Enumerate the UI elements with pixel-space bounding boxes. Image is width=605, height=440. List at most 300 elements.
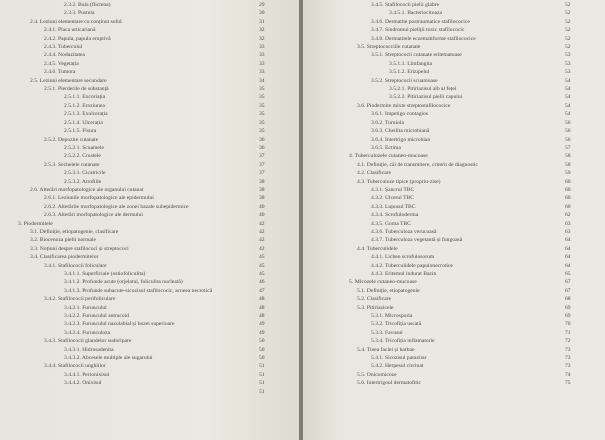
toc-entry-title: Stafilococii foliculare: [58, 262, 107, 269]
toc-entry-page-number: 49: [259, 321, 265, 328]
toc-entry: [0, 371, 300, 379]
toc-entry-number: 5.6.: [357, 380, 366, 387]
toc-entry-label: [371, 35, 476, 43]
toc-entry-number: 2.5.1.4.: [64, 119, 81, 126]
toc-entry: [0, 60, 300, 68]
toc-entry-number: 3.4.1.: [44, 262, 57, 269]
toc-entry-title: Tuberculul: [57, 44, 83, 51]
toc-entry-number: 4.: [349, 153, 354, 160]
toc-entry-page-number: 50: [259, 355, 265, 362]
toc-entry-title: Tuberculozele cutaneo-mucoase: [354, 153, 428, 160]
toc-entry: [0, 127, 300, 135]
toc-entry-title: Noțiuni despre stafilococi și streptococi: [39, 245, 129, 252]
toc-entry: [0, 169, 300, 177]
toc-entry-page-number: 64: [565, 237, 571, 244]
toc-entry-title: Piodermite mixte streptostafilococice: [366, 102, 451, 109]
toc-entry-title: Herpesul circinat: [385, 363, 424, 370]
toc-entry-label: [371, 51, 462, 59]
toc-entry-number: 2.4.5.: [44, 60, 57, 67]
toc-entry-number: 2.5.1.2.: [64, 102, 81, 109]
toc-entry: [0, 211, 300, 219]
toc-entry-title: Cicatricile: [82, 170, 106, 177]
toc-entry-page-number: 35: [259, 119, 265, 126]
toc-entry-title: Piodermitele: [23, 220, 53, 227]
toc-entry-title: Vegetația: [57, 60, 79, 67]
toc-entry-label: [371, 262, 453, 270]
toc-entry-label: [389, 85, 456, 93]
toc-entry-title: Furunculul antracoid: [82, 313, 129, 320]
toc-entry-number: 3.6.4.: [371, 136, 384, 143]
toc-entry-number: 3.4.1.1.: [64, 271, 81, 277]
toc-entry: [303, 186, 605, 194]
toc-entry-page-number: 64: [565, 262, 571, 269]
toc-entry-number: 3.4.2.3.: [64, 321, 81, 328]
toc-entry-number: 3.1.: [30, 228, 39, 235]
toc-entry: [303, 329, 605, 337]
toc-entry-label: [44, 35, 111, 43]
toc-entry-title: Tuberculoze tipice (propriu-zise): [366, 178, 441, 185]
toc-entry-title: Streptococii cutanate eritematoase: [385, 52, 462, 59]
toc-entry: [303, 178, 605, 186]
toc-entry-page-number: 35: [259, 102, 265, 109]
toc-entry-page-number: 32: [259, 35, 265, 42]
toc-entry: [0, 262, 300, 270]
toc-entry-title: Eritemul indurat Bazin: [385, 271, 437, 277]
toc-entry-number: 5.3.1.: [371, 313, 384, 320]
toc-entry-page-number: 38: [259, 186, 265, 193]
toc-entry-label: [371, 320, 421, 328]
toc-entry-label: [371, 337, 435, 345]
toc-entry-title: Leziuni elementare secundare: [39, 77, 107, 84]
toc-entry: [0, 278, 300, 286]
toc-entry-page-number: 35: [259, 128, 265, 135]
toc-entry-title: Abcesele multiple ale sugarului: [81, 355, 153, 362]
toc-entry-title: Tuberculoza vegetantă și fungoasă: [384, 237, 463, 244]
toc-entry: [303, 161, 605, 169]
toc-entry: [303, 245, 605, 253]
toc-entry-title: Furunculoza: [82, 329, 111, 336]
toc-entry: [0, 102, 300, 110]
toc-entry-title: Definiție, etiopatogenie: [366, 287, 420, 294]
toc-entry-number: 2.3.2.: [64, 2, 77, 8]
toc-entry-page-number: 31: [259, 18, 265, 25]
toc-entry-label: [357, 287, 420, 295]
toc-entry-label: [389, 60, 432, 68]
toc-entry-label: [64, 304, 107, 312]
toc-entry-page-number: 51: [259, 380, 265, 387]
toc-entry-label: [44, 262, 107, 270]
toc-entry-page-number: 36: [259, 136, 265, 143]
toc-entry-number: 2.5.3.: [44, 161, 57, 168]
toc-entry-number: 4.3.1.: [371, 186, 384, 193]
toc-entry: [0, 312, 300, 320]
toc-entry-page-number: 30: [259, 10, 265, 17]
toc-entry: [0, 77, 300, 85]
toc-entry-label: [64, 9, 94, 17]
toc-entry: [303, 152, 605, 160]
toc-entry-label: [30, 253, 98, 261]
toc-entry: [303, 1, 605, 9]
toc-entry-number: 3.4.7.: [371, 27, 384, 34]
toc-entry-label: [371, 220, 411, 228]
toc-entry-number: 3.6.: [357, 102, 366, 109]
toc-entry-title: Sicozisul parazitar: [385, 355, 427, 362]
toc-entry-page-number: 33: [259, 44, 265, 51]
toc-entry-number: 5.4.: [357, 346, 366, 353]
toc-entry-label: [371, 110, 428, 118]
toc-entry-label: [357, 371, 397, 379]
toc-entry-number: 3.6.2.: [371, 119, 384, 126]
toc-entry-title: Exulcerația: [82, 111, 108, 118]
toc-entry-label: [44, 26, 95, 34]
toc-entry-page-number: 40: [259, 203, 265, 210]
toc-entry-number: 3.5.: [357, 44, 366, 51]
toc-entry-number: 5.3.4.: [371, 338, 384, 345]
toc-entry-page-number: 45: [259, 271, 265, 277]
toc-entry-title: Pitiriazisul pielii capului: [407, 94, 463, 101]
toc-entry: [0, 26, 300, 34]
toc-entry: [0, 144, 300, 152]
toc-entry-title: Scuamele: [82, 144, 104, 151]
toc-entry-title: Perionixisul: [82, 371, 110, 378]
toc-entry-title: Sindromul pieliții toxic stafilococic: [385, 27, 465, 34]
toc-entry-label: [357, 43, 420, 51]
toc-entry-label: [30, 228, 118, 236]
toc-entry: [303, 320, 605, 328]
toc-entry-title: Onicomicoze: [366, 371, 397, 378]
toc-entry-page-number: 51: [259, 371, 265, 378]
toc-entry-label: [357, 379, 421, 387]
toc-entry-title: Ulcerul TBC: [385, 195, 414, 202]
toc-entry: [303, 295, 605, 303]
toc-entry-page-number: 50: [259, 338, 265, 345]
toc-entry-page-number: 71: [565, 329, 571, 336]
toc-entry-page-number: 56: [565, 136, 571, 143]
toc-entry-label: [389, 93, 462, 101]
toc-entry: [303, 371, 605, 379]
toc-entry-title: Furunculul nazolabial și buzei superioare: [82, 321, 175, 328]
toc-entry-title: Atrofiile: [81, 178, 102, 185]
toc-entry-label: [349, 152, 428, 160]
toc-entry-title: Pitiriazisul alb al feței: [407, 86, 457, 93]
toc-entry-label: [357, 178, 440, 186]
toc-entry-page-number: 52: [565, 44, 571, 51]
toc-entry: [303, 287, 605, 295]
toc-entry: [0, 68, 300, 76]
toc-entry-title: Clasificarea piodermitelor: [39, 254, 99, 261]
toc-entry-label: [64, 1, 110, 9]
toc-entry-label: [44, 362, 106, 370]
toc-entry-number: 2.6.2.: [44, 203, 57, 210]
toc-entry-number: 2.6.3.: [44, 212, 57, 219]
toc-entry-title: Impetigo contagios: [385, 111, 429, 118]
toc-entry: [0, 295, 300, 303]
toc-entry-title: Tuberculoza verucoasă: [384, 228, 437, 235]
toc-entry-label: [357, 346, 415, 354]
toc-entry-page-number: 34: [259, 77, 265, 84]
toc-entry: [303, 85, 605, 93]
toc-entry-number: 2.5.1.5.: [64, 128, 81, 135]
toc-entry-number: 3.4.2.4.: [64, 329, 81, 336]
toc-entry-number: 2.5.3.2.: [64, 178, 81, 185]
toc-entry-page-number: 52: [565, 10, 571, 17]
toc-entry-title: Limfangita: [407, 60, 433, 67]
toc-entry-number: 3.4.3.2.: [64, 355, 81, 362]
toc-entry: [0, 329, 300, 337]
toc-entry-label: [371, 144, 401, 152]
toc-entry-title: Tricofiția inflamatorie: [384, 338, 435, 345]
toc-entry-title: Depozite cutanate: [58, 136, 99, 143]
toc-entry: [0, 270, 300, 278]
toc-entry: [0, 253, 300, 261]
toc-entry-page-number: 51: [259, 388, 265, 395]
toc-entry-page-number: 54: [565, 111, 571, 118]
toc-entry-number: 3.4.2.: [44, 296, 57, 303]
toc-entry-number: 5.4.1.: [371, 355, 384, 362]
toc-entry-page-number: 37: [259, 161, 265, 168]
toc-entry-page-number: 42: [259, 245, 265, 252]
toc-entry: [303, 77, 605, 85]
toc-entry-page-number: 48: [259, 296, 265, 303]
toc-entry-title: Streptococii scuamoase: [385, 77, 438, 84]
toc-entry-label: [371, 270, 436, 278]
toc-entry-page-number: 54: [565, 102, 571, 109]
toc-entry: [0, 346, 300, 354]
toc-entry: [0, 228, 300, 236]
toc-entry-label: [64, 329, 110, 337]
toc-entry: [0, 304, 300, 312]
toc-entry-number: 3.4.: [30, 254, 39, 261]
toc-entry-label: [18, 220, 53, 228]
toc-entry: [0, 186, 300, 194]
toc-entry-title: Bula (flictena): [78, 2, 111, 8]
toc-entry: [303, 362, 605, 370]
toc-entry-number: 2.5.1.3.: [64, 111, 81, 118]
toc-entry-title: Alterările morfopatologice ale zonei bazale subepidermice: [57, 203, 189, 210]
toc-entry-title: Definiție, căi de transmitere, criterii de diagnostic: [366, 161, 479, 168]
toc-entry-label: [44, 68, 75, 76]
toc-entry-label: [64, 287, 212, 295]
toc-entry-title: Stafilococii glandelor sudoripare: [58, 338, 132, 345]
toc-entry-number: 2.5.: [30, 77, 39, 84]
toc-entry-number: 2.4.2.: [44, 35, 57, 42]
toc-entry-page-number: 67: [565, 279, 571, 286]
toc-entry-page-number: 47: [259, 287, 265, 294]
toc-entry-title: Tinea faciei și barbae: [366, 346, 415, 353]
toc-entry-number: 2.5.1.: [44, 86, 57, 93]
toc-entry-title: Pustula: [78, 10, 95, 17]
toc-entry-page-number: 62: [565, 212, 571, 219]
toc-entry-page-number: 52: [565, 27, 571, 34]
toc-entry-label: [64, 346, 114, 354]
toc-entry: [0, 9, 300, 17]
toc-entry-label: [64, 371, 109, 379]
toc-entry-page-number: 73: [565, 346, 571, 353]
toc-entry-page-number: 54: [565, 94, 571, 101]
toc-entry-number: 5.2.: [357, 296, 366, 303]
toc-entry-title: Șancrul TBC: [385, 186, 415, 193]
toc-entry: [303, 228, 605, 236]
toc-entry-number: 3.4.3.1.: [64, 346, 81, 353]
toc-entry-label: [30, 77, 107, 85]
toc-entry-label: [64, 354, 153, 362]
toc-entry-number: 4.3.3.: [371, 203, 384, 210]
toc-entry-title: Intertrigo microbian: [385, 136, 431, 143]
toc-entry-label: [357, 169, 391, 177]
toc-entry-page-number: 53: [565, 60, 571, 67]
toc-entry-title: Stafilococii unghiilor: [58, 363, 106, 370]
toc-entry-page-number: 52: [565, 2, 571, 8]
toc-entry-page-number: 48: [259, 313, 265, 320]
toc-entry-title: Papula, papula eruptivă: [58, 35, 111, 42]
toc-entry-title: Cheilita microbiană: [385, 128, 430, 135]
toc-entry: [303, 169, 605, 177]
toc-entry: [303, 93, 605, 101]
toc-entry: [0, 245, 300, 253]
toc-entry-number: 3.5.1.2.: [389, 69, 406, 76]
toc-entry-label: [371, 127, 429, 135]
toc-entry-title: Sechelele cutanate: [58, 161, 100, 168]
toc-entry-number: 5.: [349, 279, 354, 286]
toc-entry-label: [64, 152, 101, 160]
toc-entry-page-number: 49: [259, 329, 265, 336]
toc-entry-number: 3.5.2.2.: [389, 94, 406, 101]
toc-entry-title: Goma TBC: [385, 220, 411, 227]
toc-entry-number: 4.4.2.: [371, 262, 384, 269]
toc-entry-label: [389, 68, 429, 76]
toc-entry-title: Hidrosadenita: [82, 346, 114, 353]
toc-entry: [0, 354, 300, 362]
toc-entry: [0, 379, 300, 387]
toc-entry-label: [30, 245, 129, 253]
toc-entry: [303, 312, 605, 320]
toc-entry-label: [64, 312, 129, 320]
toc-entry-title: Alterări morfopatologice ale organului cutanat: [39, 186, 144, 193]
toc-entry-number: 3.5.2.: [371, 77, 384, 84]
toc-entry-label: [44, 85, 109, 93]
toc-entry-title: Tricofiția uscată: [384, 321, 422, 328]
toc-entry-label: [64, 169, 105, 177]
toc-entry: [303, 379, 605, 387]
toc-entry-page-number: 36: [259, 144, 265, 151]
toc-entry-number: 5.3.2.: [371, 321, 384, 328]
toc-entry-number: 4.4.3.: [371, 271, 384, 277]
toc-entry: [303, 211, 605, 219]
toc-entry-label: [64, 270, 145, 278]
toc-entry-number: 4.1.: [357, 161, 366, 168]
toc-entry-number: 3.4.4.1.: [64, 371, 81, 378]
toc-entry: [0, 51, 300, 59]
toc-entry-title: Noduzitatea: [58, 52, 86, 59]
toc-entry-page-number: 53: [565, 52, 571, 59]
toc-entry-page-number: 33: [259, 69, 265, 76]
toc-entry-label: [371, 186, 414, 194]
toc-entry-number: 2.6.: [30, 186, 39, 193]
left-page: [0, 0, 300, 440]
toc-entry-label: [371, 253, 434, 261]
toc-entry-page-number: 38: [259, 178, 265, 185]
toc-entry-label: [44, 136, 98, 144]
toc-entry: [0, 93, 300, 101]
toc-entry-number: 3.2.: [30, 237, 39, 244]
toc-entry-title: Dermatitele eczematiforme stafilococice: [385, 35, 476, 42]
toc-entry-title: Eroziunea: [82, 102, 105, 109]
toc-entry-label: [64, 379, 101, 387]
toc-entry: [0, 178, 300, 186]
toc-entry-title: Clasificare: [366, 296, 392, 303]
toc-entry: [303, 110, 605, 118]
toc-entry-page-number: 63: [565, 228, 571, 235]
toc-entry-page-number: 68: [565, 296, 571, 303]
toc-entry-page-number: 72: [565, 338, 571, 345]
toc-entry-label: [30, 18, 122, 26]
toc-entry-label: [371, 362, 423, 370]
toc-entry-label: [44, 295, 115, 303]
toc-entry: [0, 203, 300, 211]
toc-entry-page-number: 35: [259, 111, 265, 118]
toc-entry-title: Clasificare: [366, 170, 392, 177]
toc-entry-page-number: 69: [565, 313, 571, 320]
toc-entry-number: 3.5.1.: [371, 52, 384, 59]
toc-entry: [303, 136, 605, 144]
toc-entry: [0, 110, 300, 118]
toc-entry-title: Erizipelul: [407, 69, 430, 76]
toc-entry-title: Profunde subacute-sicozisul stafilococic, acneea necrotică: [82, 287, 213, 294]
toc-entry: [0, 362, 300, 370]
toc-entry-page-number: 56: [565, 119, 571, 126]
toc-entry: [303, 35, 605, 43]
toc-entry: [303, 278, 605, 286]
toc-entry: [0, 320, 300, 328]
toc-entry: [0, 194, 300, 202]
toc-entry-title: Stafilococii perifoliculare: [58, 296, 116, 303]
toc-entry: [303, 354, 605, 362]
toc-entry-label: [371, 329, 403, 337]
toc-entry-title: Lupusul TBC: [385, 203, 416, 210]
toc-entry-page-number: 56: [565, 128, 571, 135]
toc-entry-number: 4.3.4.: [371, 212, 384, 219]
toc-entry: [0, 161, 300, 169]
toc-entry-number: 3.6.3.: [371, 128, 384, 135]
left-toc-list: [0, 1, 300, 396]
toc-entry-number: 3.5.2.1.: [389, 86, 406, 93]
toc-entry-number: 3.6.1.: [371, 111, 384, 118]
toc-entry-label: [44, 211, 143, 219]
right-toc-list: [303, 1, 605, 388]
toc-entry-page-number: 60: [565, 195, 571, 202]
toc-entry-number: 3.4.4.2.: [64, 380, 81, 387]
toc-entry: [303, 203, 605, 211]
toc-entry-title: Leziuni elementare cu conținut solid: [39, 18, 122, 25]
toc-entry-number: 2.5.2.1.: [64, 144, 81, 151]
toc-entry-label: [371, 119, 404, 127]
toc-entry: [0, 388, 300, 396]
toc-entry-page-number: 35: [259, 86, 265, 93]
toc-entry-title: Tuberculidele: [366, 245, 398, 252]
toc-entry-label: [64, 144, 104, 152]
toc-entry: [0, 35, 300, 43]
toc-entry-label: [64, 320, 174, 328]
toc-entry-page-number: 42: [259, 228, 265, 235]
toc-entry: [303, 262, 605, 270]
toc-entry-label: [64, 119, 103, 127]
toc-entry-page-number: 32: [259, 27, 265, 34]
toc-entry-number: 4.2.: [357, 170, 366, 177]
toc-entry-page-number: 75: [565, 380, 571, 387]
toc-entry: [0, 287, 300, 295]
toc-entry-title: Superficiale (ostiofoliculita): [82, 271, 146, 277]
toc-entry-page-number: 29: [259, 2, 265, 8]
